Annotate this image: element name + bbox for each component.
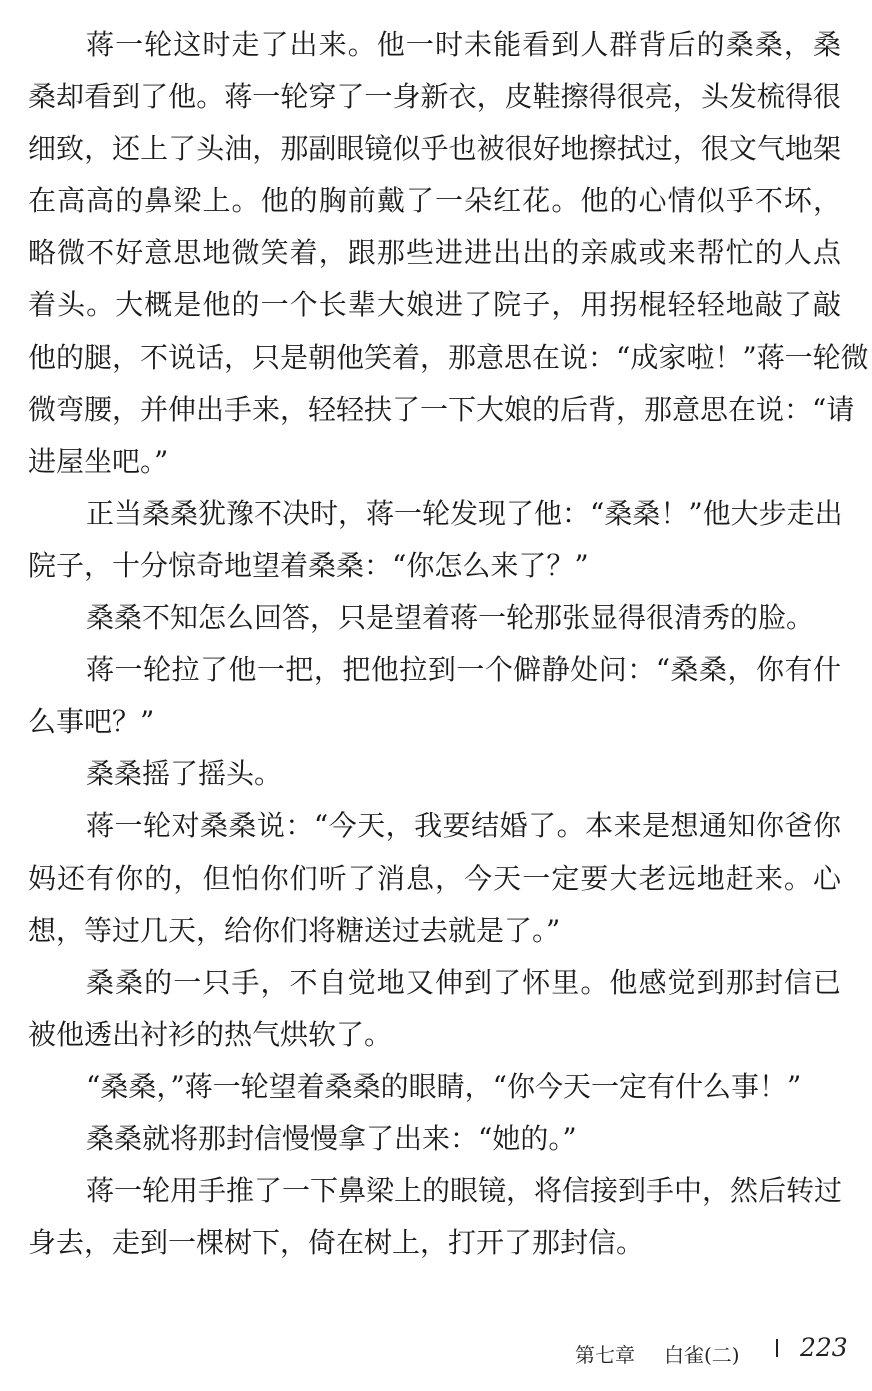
text-line: 蒋一轮用手推了一下鼻梁上的眼镜，将信接到手中，然后转过: [86, 1174, 843, 1208]
page-number: 223: [800, 1333, 848, 1362]
text-line: 略微不好意思地微笑着，跟那些进进出出的亲戚或来帮忙的人点: [28, 236, 841, 270]
text-line: 妈还有你的，但怕你们听了消息，今天一定要大老远地赶来。心: [28, 861, 841, 895]
paragraph: [28, 800, 841, 956]
paragraph: [28, 957, 841, 1061]
paragraph: [28, 644, 841, 748]
body-text: [28, 19, 869, 1269]
paragraph: [28, 488, 841, 592]
page-footer: [0, 1333, 872, 1373]
text-line: “桑桑，”蒋一轮望着桑桑的眼睛，“你今天一定有什么事！”: [86, 1069, 802, 1103]
text-line: 院子，十分惊奇地望着桑桑：“你怎么来了？”: [28, 548, 589, 582]
text-line: 进屋坐吧。”: [28, 444, 169, 478]
chapter-label: 第七章: [575, 1343, 635, 1367]
chapter-title: 白雀(二): [664, 1343, 740, 1367]
text-line: 着头。大概是他的一个长辈大娘进了院子，用拐棍轻轻地敲了敲: [28, 288, 841, 322]
text-line: 细致，还上了头油，那副眼镜似乎也被很好地擦拭过，很文气地架: [28, 132, 841, 166]
footer-separator: [776, 1339, 778, 1357]
paragraph: [28, 1061, 841, 1113]
text-line: 蒋一轮对桑桑说：“今天，我要结婚了。本来是想通知你爸你: [86, 809, 841, 843]
text-line: 蒋一轮拉了他一把，把他拉到一个僻静处问：“桑桑，你有什: [86, 653, 841, 687]
text-line: 他的腿，不说话，只是朝他笑着，那意思在说：“成家啦！”蒋一轮微: [28, 340, 869, 374]
text-line: 身去，走到一棵树下，倚在树上，打开了那封信。: [28, 1226, 645, 1260]
paragraph: [28, 748, 841, 800]
text-line: 被他透出衬衫的热气烘软了。: [28, 1017, 393, 1051]
text-line: 在高高的鼻梁上。他的胸前戴了一朵红花。他的心情似乎不坏，: [28, 184, 841, 218]
text-line: 桑桑不知怎么回答，只是望着蒋一轮那张显得很清秀的脸。: [86, 601, 815, 635]
paragraph: [28, 19, 869, 488]
paragraph: [28, 1165, 841, 1269]
text-line: 么事吧？”: [28, 705, 155, 739]
text-line: 想，等过几天，给你们将糖送过去就是了。”: [28, 913, 561, 947]
text-line: 桑桑摇了摇头。: [86, 757, 283, 791]
text-line: 蒋一轮这时走了出来。他一时未能看到人群背后的桑桑，桑: [86, 28, 841, 61]
text-line: 微弯腰，并伸出手来，轻轻扶了一下大娘的后背，那意思在说：“请: [28, 392, 855, 426]
paragraph: [28, 592, 841, 644]
text-line: 桑桑就将那封信慢慢拿了出来：“她的。”: [86, 1121, 577, 1155]
text-line: 正当桑桑犹豫不决时，蒋一轮发现了他：“桑桑！”他大步走出: [86, 496, 843, 530]
paragraph: [28, 1113, 841, 1165]
text-line: 桑却看到了他。蒋一轮穿了一身新衣，皮鞋擦得很亮，头发梳得很: [28, 80, 841, 114]
text-line: 桑桑的一只手，不自觉地又伸到了怀里。他感觉到那封信已: [86, 965, 841, 999]
